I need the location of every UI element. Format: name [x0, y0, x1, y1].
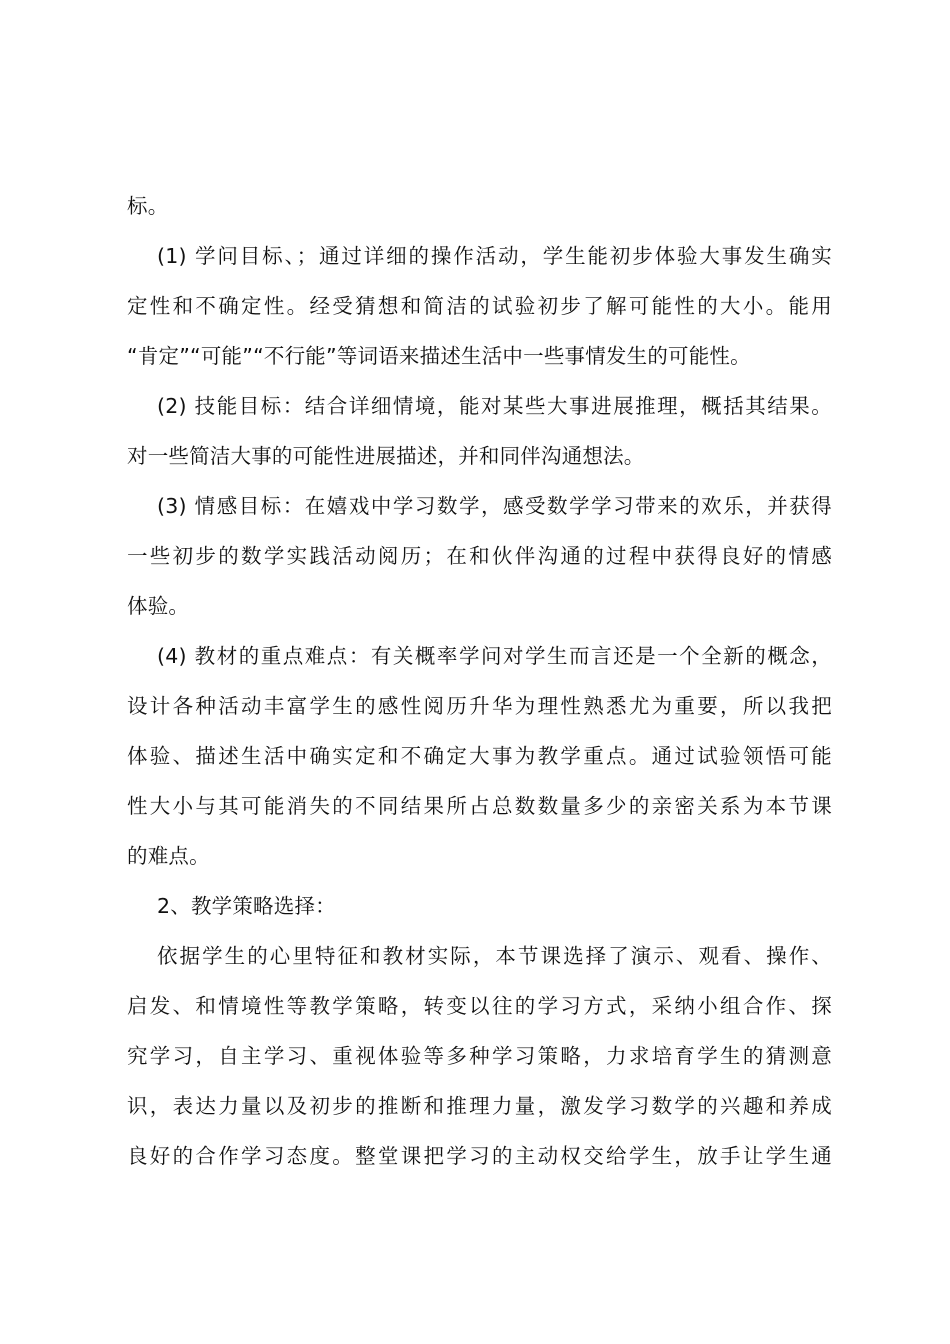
text-line: 标。	[127, 194, 169, 218]
text-line: “肯定”“可能”“不行能”等词语来描述生活中一些事情发生的可能性。	[127, 344, 751, 368]
section-heading: 2、教学策略选择：	[157, 894, 336, 918]
text-line: (1) 学问目标、；通过详细的操作活动，学生能初步体验大事发生确实	[157, 244, 832, 268]
text-line: 依据学生的心里特征和教材实际，本节课选择了演示、观看、操作、	[157, 944, 832, 968]
text-line: 究学习，自主学习、重视体验等多种学习策略，力求培育学生的猜测意	[127, 1044, 832, 1068]
text-line: (3) 情感目标：在嬉戏中学习数学，感受数学学习带来的欢乐，并获得	[157, 494, 832, 518]
text-line: 设计各种活动丰富学生的感性阅历升华为理性熟悉尤为重要，所以我把	[127, 694, 832, 718]
text-line: 性大小与其可能消失的不同结果所占总数数量多少的亲密关系为本节课	[127, 794, 832, 818]
text-line: 启发、和情境性等教学策略，转变以往的学习方式，采纳小组合作、探	[127, 994, 832, 1018]
text-line: 体验、描述生活中确实定和不确定大事为教学重点。通过试验领悟可能	[127, 744, 832, 768]
text-line: (4) 教材的重点难点：有关概率学问对学生而言还是一个全新的概念，	[157, 644, 832, 668]
text-line: (2) 技能目标：结合详细情境，能对某些大事进展推理，概括其结果。	[157, 394, 832, 418]
text-line: 定性和不确定性。经受猜想和简洁的试验初步了解可能性的大小。能用	[127, 294, 832, 318]
text-line: 对一些简洁大事的可能性进展描述，并和同伴沟通想法。	[127, 444, 645, 468]
text-line: 识，表达力量以及初步的推断和推理力量，激发学习数学的兴趣和养成	[127, 1094, 832, 1118]
text-line: 良好的合作学习态度。整堂课把学习的主动权交给学生，放手让学生通	[127, 1144, 832, 1168]
text-line: 的难点。	[127, 844, 210, 868]
text-line: 体验。	[127, 594, 190, 618]
text-line: 一些初步的数学实践活动阅历；在和伙伴沟通的过程中获得良好的情感	[127, 544, 832, 568]
